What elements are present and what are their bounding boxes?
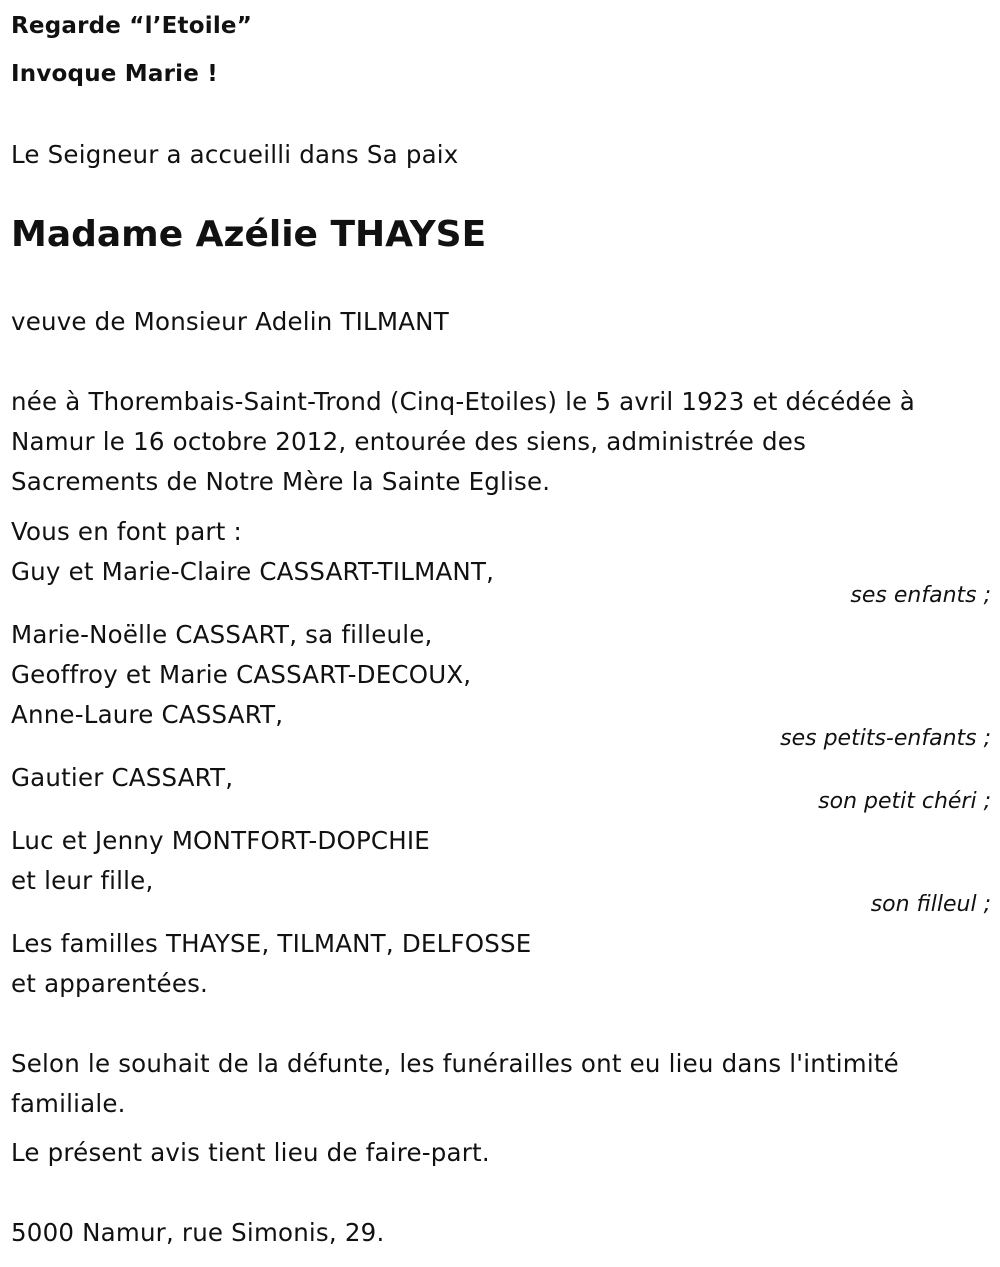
grandchild-name-2: Geoffroy et Marie CASSART-DECOUX,: [11, 660, 472, 689]
godson-name-1: Luc et Jenny MONTFORT-DOPCHIE: [11, 826, 430, 855]
funeral-line-2: familiale.: [11, 1089, 126, 1118]
children-name: Guy et Marie-Claire CASSART-TILMANT,: [11, 557, 495, 586]
birth-death-line-1: née à Thorembais-Saint-Trond (Cinq-Etoiles) le 5 avril 1923 et décédée à: [11, 387, 916, 416]
header-line-2: Invoque Marie !: [11, 61, 218, 87]
widow-of-text: veuve de Monsieur Adelin TILMANT: [11, 307, 449, 336]
grandchild-name-3: Anne-Laure CASSART,: [11, 700, 284, 729]
darling-relation: son petit chéri ;: [818, 789, 991, 814]
children-relation: ses enfants ;: [850, 583, 991, 608]
header-line-1: Regarde “l’Etoile”: [11, 13, 253, 39]
address-text: 5000 Namur, rue Simonis, 29.: [11, 1218, 385, 1247]
deceased-name: Madame Azélie THAYSE: [11, 214, 487, 255]
darling-name: Gautier CASSART,: [11, 763, 234, 792]
announce-text: Vous en font part :: [11, 517, 242, 546]
grandchild-name-1: Marie-Noëlle CASSART, sa filleule,: [11, 620, 433, 649]
birth-death-line-2: Namur le 16 octobre 2012, entourée des siens, administrée des: [11, 427, 807, 456]
grandchildren-relation: ses petits-enfants ;: [780, 726, 991, 751]
godson-relation: son filleul ;: [870, 892, 991, 917]
intro-text: Le Seigneur a accueilli dans Sa paix: [11, 140, 459, 169]
birth-death-line-3: Sacrements de Notre Mère la Sainte Eglise.: [11, 467, 551, 496]
funeral-line-1: Selon le souhait de la défunte, les funérailles ont eu lieu dans l'intimité: [11, 1049, 899, 1078]
families-line-1: Les familles THAYSE, TILMANT, DELFOSSE: [11, 929, 532, 958]
godson-name-2: et leur fille,: [11, 866, 154, 895]
notice-text: Le présent avis tient lieu de faire-part.: [11, 1138, 490, 1167]
families-line-2: et apparentées.: [11, 969, 209, 998]
death-notice: [11, 0, 991, 1267]
